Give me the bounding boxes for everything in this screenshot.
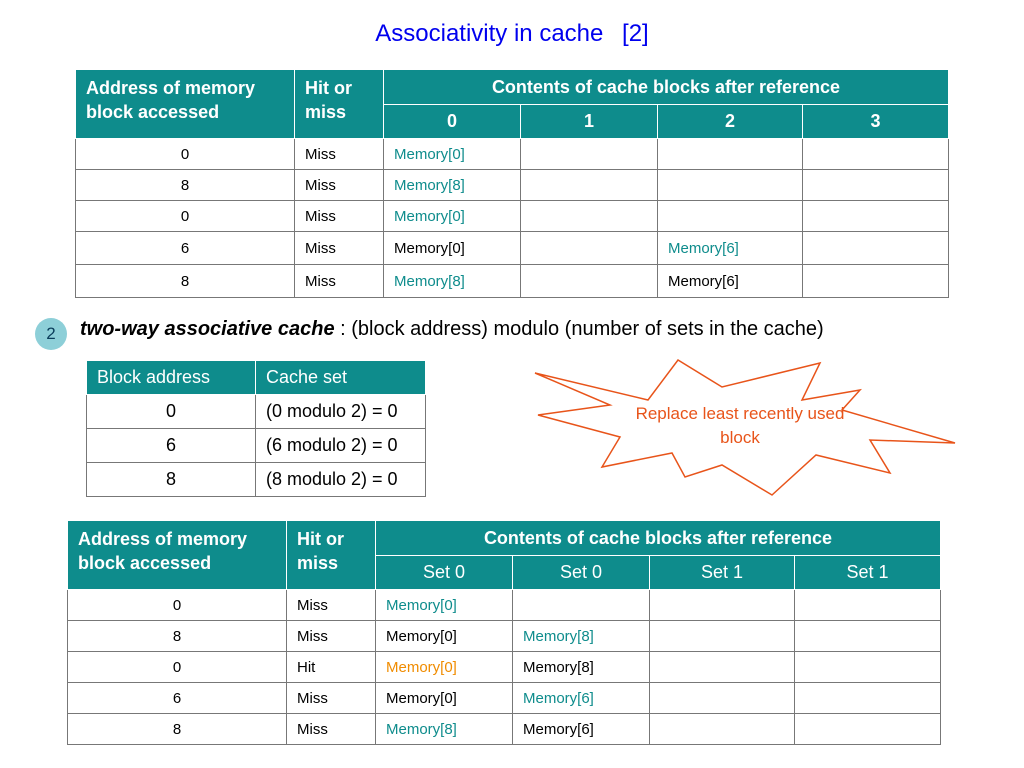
- table-row: [76, 232, 949, 265]
- block-address-cell: 0: [87, 395, 256, 429]
- block-cell: [658, 201, 803, 232]
- block-cell: Memory[6]: [658, 232, 803, 265]
- block-cell: [521, 232, 658, 265]
- block-cell: [803, 232, 949, 265]
- block-cell: [513, 590, 650, 621]
- table-row: [76, 139, 949, 170]
- address-cell: 0: [76, 201, 295, 232]
- cache-set-cell: (0 modulo 2) = 0: [256, 395, 426, 429]
- address-cell: 8: [76, 265, 295, 298]
- set-header: Set 1: [795, 556, 941, 590]
- block-cell: Memory[6]: [513, 714, 650, 745]
- block-cell: [521, 170, 658, 201]
- address-cell: 0: [68, 652, 287, 683]
- address-header: Address of memory block accessed: [76, 70, 295, 139]
- section-number-badge: 2: [35, 318, 67, 350]
- block-cell: Memory[6]: [513, 683, 650, 714]
- address-cell: 6: [76, 232, 295, 265]
- block-address-header: Block address: [87, 361, 256, 395]
- table-row: [68, 683, 941, 714]
- block-cell: [795, 590, 941, 621]
- block-cell: Memory[0]: [384, 139, 521, 170]
- block-cell: [803, 139, 949, 170]
- block-header: 1: [521, 105, 658, 139]
- block-cell: [650, 714, 795, 745]
- address-cell: 8: [68, 621, 287, 652]
- table-row: [68, 652, 941, 683]
- hit-miss-cell: Miss: [295, 170, 384, 201]
- callout-text: Replace least recently used block: [635, 404, 845, 447]
- block-cell: [521, 139, 658, 170]
- block-cell: [650, 652, 795, 683]
- table-row: [68, 714, 941, 745]
- block-header: 2: [658, 105, 803, 139]
- block-cell: [658, 139, 803, 170]
- cache-table-two-way: [67, 520, 941, 745]
- block-set-mapping-table: [86, 360, 426, 497]
- address-header: Address of memory block accessed: [68, 521, 287, 590]
- set-header: Set 0: [376, 556, 513, 590]
- address-cell: 8: [76, 170, 295, 201]
- address-cell: 8: [68, 714, 287, 745]
- block-address-cell: 8: [87, 463, 256, 497]
- hit-miss-cell: Miss: [295, 139, 384, 170]
- block-cell: Memory[6]: [658, 265, 803, 298]
- block-cell: [658, 170, 803, 201]
- section-term: two-way associative cache: [80, 318, 335, 340]
- hit-miss-cell: Miss: [295, 201, 384, 232]
- block-cell: Memory[0]: [376, 652, 513, 683]
- block-cell: [795, 714, 941, 745]
- address-cell: 0: [68, 590, 287, 621]
- block-cell: Memory[0]: [384, 232, 521, 265]
- section-heading: [80, 318, 824, 341]
- table-row: [87, 463, 426, 497]
- table-row: [87, 429, 426, 463]
- block-cell: [803, 201, 949, 232]
- block-cell: [650, 621, 795, 652]
- address-cell: 0: [76, 139, 295, 170]
- table-row: [76, 170, 949, 201]
- contents-header: Contents of cache blocks after reference: [376, 521, 941, 556]
- block-address-cell: 6: [87, 429, 256, 463]
- contents-header: Contents of cache blocks after reference: [384, 70, 949, 105]
- table-row: [76, 265, 949, 298]
- set-header: Set 0: [513, 556, 650, 590]
- block-header: 0: [384, 105, 521, 139]
- block-cell: Memory[8]: [384, 170, 521, 201]
- hit-miss-cell: Miss: [287, 714, 376, 745]
- block-cell: Memory[0]: [376, 590, 513, 621]
- hit-miss-cell: Miss: [287, 590, 376, 621]
- table-row: [87, 395, 426, 429]
- block-cell: [803, 265, 949, 298]
- block-cell: [795, 683, 941, 714]
- title-ref: [2]: [622, 20, 649, 47]
- cache-set-cell: (6 modulo 2) = 0: [256, 429, 426, 463]
- section-definition: : (block address) modulo (number of sets in the cache): [334, 318, 824, 340]
- table-row: [68, 621, 941, 652]
- set-header: Set 1: [650, 556, 795, 590]
- hit-miss-cell: Miss: [287, 621, 376, 652]
- block-cell: [521, 265, 658, 298]
- block-cell: Memory[0]: [376, 683, 513, 714]
- block-cell: [650, 590, 795, 621]
- hit-miss-header: Hit or miss: [287, 521, 376, 590]
- title-text: Associativity in cache: [375, 20, 604, 47]
- cache-set-cell: (8 modulo 2) = 0: [256, 463, 426, 497]
- block-cell: Memory[0]: [376, 621, 513, 652]
- hit-miss-cell: Hit: [287, 652, 376, 683]
- hit-miss-cell: Miss: [287, 683, 376, 714]
- block-cell: [795, 621, 941, 652]
- block-cell: Memory[0]: [384, 201, 521, 232]
- cache-table-direct: [75, 69, 949, 298]
- hit-miss-cell: Miss: [295, 232, 384, 265]
- cache-set-header: Cache set: [256, 361, 426, 395]
- block-header: 3: [803, 105, 949, 139]
- block-cell: Memory[8]: [384, 265, 521, 298]
- block-cell: Memory[8]: [513, 652, 650, 683]
- block-cell: [795, 652, 941, 683]
- block-cell: [650, 683, 795, 714]
- hit-miss-cell: Miss: [295, 265, 384, 298]
- hit-miss-header: Hit or miss: [295, 70, 384, 139]
- address-cell: 6: [68, 683, 287, 714]
- block-cell: [803, 170, 949, 201]
- table-row: [76, 201, 949, 232]
- block-cell: [521, 201, 658, 232]
- table-row: [68, 590, 941, 621]
- block-cell: Memory[8]: [376, 714, 513, 745]
- slide-title: [0, 20, 1024, 48]
- block-cell: Memory[8]: [513, 621, 650, 652]
